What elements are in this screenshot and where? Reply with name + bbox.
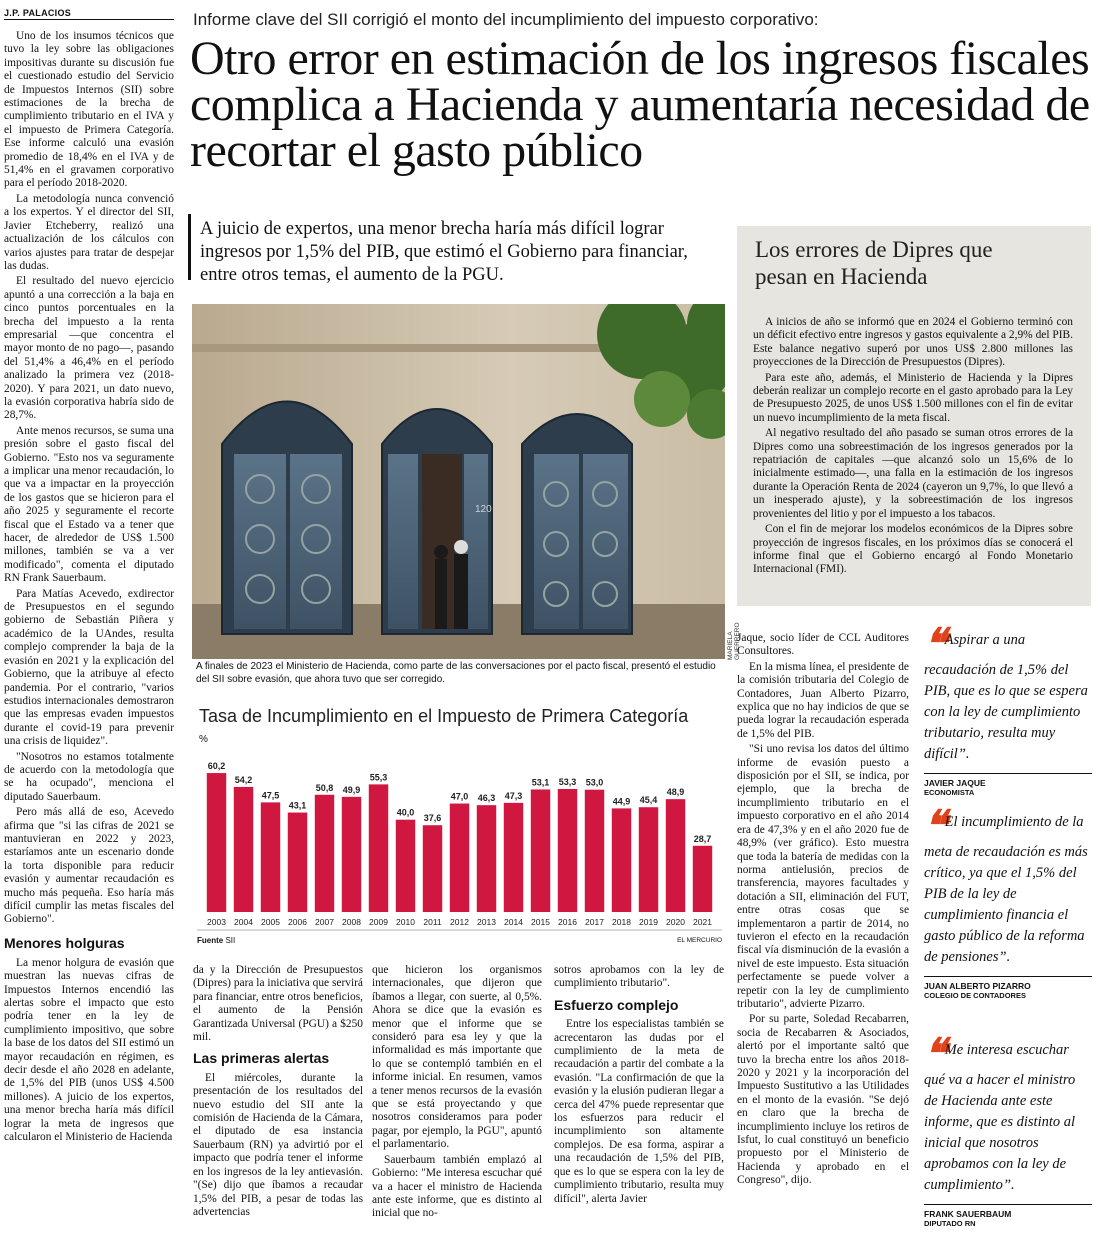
subhead-primeras-alertas: Las primeras alertas: [193, 1050, 330, 1067]
data-label-2004: 54,2: [234, 774, 253, 785]
quote-text-block: ❝ El incumplimiento de la meta de recaudación es más crítico, ya que el 1,5% del PIB de la ley de cumplimiento financia el gasto público de la reforma de pensiones”.: [924, 804, 1088, 965]
data-label-2015: 53,1: [531, 777, 550, 788]
deck: A juicio de expertos, una menor brecha haría más difícil lograr ingresos por 1,5% del PIB, que estimó el Gobierno para financiar, entre otros temas, el aumento de la PGU.: [200, 219, 688, 285]
x-tick-2011: 2011: [423, 917, 442, 927]
data-label-2010: 40,0: [396, 807, 415, 818]
col5-text: [737, 632, 909, 1188]
data-label-2006: 43,1: [288, 800, 307, 811]
bar-2009: [369, 784, 388, 912]
deck-rule: [188, 214, 191, 280]
data-label-2017: 53,0: [585, 777, 604, 788]
quote-name: FRANK SAUERBAUM: [924, 1209, 1012, 1219]
headline: Otro error en estimación de los ingresos fiscales complica a Hacienda y aumentaría necesidad de recortar el gasto público: [190, 32, 1090, 177]
data-label-2011: 37,6: [423, 813, 442, 824]
data-label-2008: 49,9: [342, 784, 361, 795]
paragraph: Por su parte, Soledad Recabarren, socia de Recabarren & Asociados, alertó por el importante saltó que tuvo la brecha entre los años 2018-2020 y 2021 y la incorporación del Impuesto Sustitutivo a las Utilidades en el monto de la evasión. "Se dejó en claro que la brecha de incumplimiento incluye los retiros de Isfut, lo cual constituyó un beneficio propuesto por el Ministerio de Hacienda y aprobado en el Congreso", dijo.: [737, 1013, 909, 1187]
quote-role: DIPUTADO RN: [924, 1219, 976, 1228]
col2-text: [193, 964, 363, 1219]
subhead-esfuerzo-complejo: Esfuerzo complejo: [554, 996, 679, 1013]
bar-2017: [585, 790, 604, 912]
paragraph: La menor holgura de evasión que muestran las nuevas cifras de Impuestos Internos encendió las alertas sobre el impacto que esto podría tener en la ley de cumplimiento impositivo, que sobre la base de los datos del SII estimó un mayor recaudación en régimen, es decir desde el año 2028 en adelante, de 1,5% del PIB (unos US$ 4.500 millones). A juicio de los expertos, una menor brecha haría más difícil lograr la meta de ingresos que calcularon el Ministerio de Hacienda: [4, 956, 174, 1144]
paragraph: En la misma línea, el presidente de la comisión tributaria del Colegio de Contadores, Juan Alberto Pizarro, explica que no hay indicios de que se pueda lograr la recaudación esperada de 1,5% del PIB.: [737, 660, 909, 740]
x-tick-2004: 2004: [234, 917, 253, 927]
bar-chart: [193, 704, 726, 950]
x-tick-2010: 2010: [396, 917, 415, 927]
paragraph: El miércoles, durante la presentación de los resultados del nuevo estudio del SII ante la comisión de Hacienda de la Cámara, el diputado de esa instancia Sauerbaum (RN) ya advirtió por el impacto que podría tener el informe en los ingresos de la ley antievasión. "(Se) dijo que íbamos a recaudar 1,5% del PIB, a pesar de todas las advertencias: [193, 1071, 363, 1218]
quote-attribution: [924, 976, 1092, 1000]
bar-2021: [693, 846, 712, 912]
sidebar-box: [737, 226, 1091, 606]
x-tick-2009: 2009: [369, 917, 388, 927]
paragraph: sotros aprobamos con la ley de cumplimiento tributario".: [554, 964, 724, 990]
x-tick-2016: 2016: [558, 917, 577, 927]
chart-source-name: SII: [225, 936, 236, 945]
data-label-2013: 46,3: [477, 793, 496, 804]
pull-quote: [924, 804, 1092, 1000]
photo-credit: MARIELA GUERRERO: [727, 622, 741, 660]
quote-text-block: ❝ Aspirar a una recaudación de 1,5% del PIB, que es lo que se espera con la ley de cumplimiento tributario, resulta muy difícil”.: [924, 622, 1088, 762]
chart: [193, 704, 726, 950]
col3-text: [372, 964, 542, 1221]
paragraph: Ante menos recursos, se suma una presión sobre el gasto fiscal del Gobierno. "Esto nos va seguramente a implicar una menor recaudación, lo que va a impactar en la proyección de los gastos que se hicieron para el año 2025 y seguramente el recorte fiscal que el Estado va a tener que hacer, de alrededor de US$ 1.500 millones, también se va a ver modificado", comenta el diputado RN Frank Sauerbaum.: [4, 424, 174, 585]
data-label-2007: 50,8: [315, 782, 334, 793]
quote-text: Me interesa escuchar qué va a hacer el ministro de Hacienda ante este informe, que es distinto al inicial que nosotros aprobamos con la ley de cumplimiento: [924, 1042, 1076, 1193]
bar-2020: [666, 799, 685, 912]
paragraph: La metodología nunca convenció a los expertos. Y el director del SII, Javier Etcheberry, realizó una actualización de los cálculos con varios ajustes para tratar de despejar las dudas.: [4, 192, 174, 272]
paragraph: Uno de los insumos técnicos que tuvo la ley sobre las obligaciones impositivas durante su discusión fue el cuestionado estudio del Servicio de Impuestos Internos (SII) sobre estimaciones de la brecha de cumplimiento tributario en el IVA y el impuesto de Primera Categoría. Ese informe calculó una evasión promedio de 18,4% en el IVA y de 51,4% en el gravamen corporativo para el período 2018-2020.: [4, 30, 174, 190]
quote-mark-icon: ❝: [924, 1032, 943, 1078]
photo-caption: A finales de 2023 el Ministerio de Hacienda, como parte de las conversaciones por el pacto fiscal, presentó el estudio del SII sobre evasión, que ahora tuvo que ser corregido.: [196, 661, 716, 685]
paragraph: Jaque, socio líder de CCL Auditores Consultores.: [737, 632, 909, 658]
paragraph: Al negativo resultado del año pasado se suman otros errores de la Dipres como una sobreestimación de los ingresos generados por la repatriación de capitales —que alcanzó solo un 15,6% de lo inicialmente estimado—, una falla en la estimación de los ingresos durante la Operación Renta de 2024 (cayeron un 9,7%, lo que llevó a un inesperado ajuste), y la sobreestimación de los ingresos provenientes del litio y por el impuesto a los tabacos.: [753, 427, 1073, 520]
quote-text: Aspirar a una recaudación de 1,5% del PIB, que es lo que se espera con la ley de cumplimiento tributario, resulta muy difícil: [924, 632, 1088, 762]
bar-2011: [423, 825, 442, 912]
paragraph: Para Matías Acevedo, exdirector de Presupuestos en el segundo gobierno de Sebastián Piñera y académico de la UAndes, resulta complejo comprender la baja de la evasión en 2021 y la explicación del Gobierno, que la atribuye al efecto pandemia. Por el contrario, "varios estudios internacionales demostraron que las empresas evaden impuestos durante el covid-19 para prevenir una crisis de liquidez".: [4, 587, 174, 748]
chart-source-label: Fuente: [197, 936, 224, 945]
quote-attribution: [924, 1204, 1092, 1228]
paragraph: que hicieron los organismos internacionales, que dijeron que íbamos a llegar, con suerte, al 0,5%. Ahora se dice que la evasión es menor que el informe que se consideró para esa ley y que la informalidad es más importante que lo que se contempló también en el informe inicial. En resumen, vamos a tener menos recursos de la evasión que se está proyectando y que nosotros consideramos para poder pagar, por ejemplo, la PGU", apuntó el parlamentario.: [372, 964, 542, 1151]
paragraph: Con el fin de mejorar los modelos económicos de la Dipres sobre proyección de ingresos fiscales, en los próximos días se conocerá el informe final que el Gobierno encargó al Fondo Monetario Internacional (FMI).: [753, 523, 1073, 576]
quote-text-block: ❝ Me interesa escuchar qué va a hacer el ministro de Hacienda ante este informe, que es distinto al inicial que nosotros aprobamos con la ley de cumplimiento”.: [924, 1032, 1076, 1193]
x-tick-2006: 2006: [288, 917, 307, 927]
bar-2012: [450, 804, 469, 912]
data-label-2021: 28,7: [693, 833, 712, 844]
x-tick-2005: 2005: [261, 917, 280, 927]
subhead-menores-holguras: Menores holguras: [4, 934, 125, 951]
paragraph: "Nosotros no estamos totalmente de acuerdo con la metodología que se ha ocupado", menciona el diputado Sauerbaum.: [4, 750, 174, 803]
bar-2018: [612, 808, 631, 912]
bar-2004: [234, 787, 253, 912]
pull-quote: [924, 622, 1092, 797]
data-label-2014: 47,3: [504, 790, 523, 801]
bar-2007: [315, 795, 334, 912]
paragraph: "Si uno revisa los datos del último informe de evasión puesto a disposición por el SII, se indica, por ejemplo, que la brecha de incumplimiento tributario en el impuesto corporativo en el año 2014 era de 47,3% y en el año 2020 fue de 48,9% (ver gráfico). Esto muestra que toda la batería de medidas con la norma antielusión, precios de transferencia, mayores facultades y dotación a SII, eliminación del FUT, entre otras cosas que se implementaron a partir de 2014, no tuvieron el efecto en la recaudación fiscal vía disminución de la evasión a nivel de este impuesto. Esta situación perfectamente se puede volver a repetir con la ley de cumplimiento tributario", advierte Pizarro.: [737, 743, 909, 1010]
door-number: 120: [475, 504, 492, 515]
pull-quote: [924, 1032, 1092, 1228]
x-tick-2020: 2020: [666, 917, 685, 927]
left-column: [4, 8, 174, 1145]
x-tick-2015: 2015: [531, 917, 550, 927]
chart-source: [197, 936, 235, 945]
building-photo: [192, 304, 725, 659]
quote-role: COLEGIO DE CONTADORES: [924, 991, 1026, 1000]
x-tick-2019: 2019: [639, 917, 658, 927]
chart-ylabel: %: [199, 734, 208, 745]
paragraph: da y la Dirección de Presupuestos (Dipres) para la iniciativa que servirá para financiar, entre otros beneficios, el aumento de la Pensión Garantizada Universal (PGU) a $250 mil.: [193, 964, 363, 1044]
data-label-2009: 55,3: [369, 772, 388, 783]
photo: [192, 304, 725, 659]
quote-name: JUAN ALBERTO PIZARRO: [924, 981, 1031, 991]
bar-2010: [396, 820, 415, 912]
x-tick-2021: 2021: [693, 917, 712, 927]
data-label-2019: 45,4: [639, 795, 658, 806]
paragraph: Entre los especialistas también se acrecentaron las dudas por el cumplimiento de la meta de recaudación a partir del combate a la evasión. "La confirmación de que la evasión y la elusión pudieran llegar a cerca del 47% puede representar que los esfuerzos para reducir el incumplimiento son altamente complejos. De esa forma, aspirar a una recaudación de 1,5% del PIB, que es lo que se espera con la ley de cumplimiento tributario, resulta muy difícil", alerta Javier: [554, 1018, 724, 1205]
paragraph: El resultado del nuevo ejercicio apuntó a una corrección a la baja en cinco puntos porcentuales en la brecha del impuesto a la renta empresarial —que concentra el mayor monto de no pago—, pasando del 51,4% a 46,4% en el período analizado la primera vez (2018-2020). Y para 2021, un dato nuevo, la evasión corporativa habría sido de 28,7%.: [4, 275, 174, 422]
col1-text: [4, 30, 174, 927]
paragraph: Sauerbaum también emplazó al Gobierno: "Me interesa escuchar qué va a hacer el ministro de Hacienda ante este informe, que es distinto al inicial que no-: [372, 1153, 542, 1220]
data-label-2016: 53,3: [558, 777, 577, 787]
kicker: Informe clave del SII corrigió el monto del incumplimiento del impuesto corporativo:: [193, 10, 819, 29]
data-label-2018: 44,9: [612, 796, 631, 807]
paragraph: Para este año, además, el Ministerio de Hacienda y la Dipres deberán realizar un complejo recorte en el gasto aprobado para la Ley de Presupuesto 2025, de unos US$ 1.500 millones con el fin de evitar un nuevo incumplimiento de la meta fiscal.: [753, 371, 1073, 424]
paragraph: A inicios de año se informó que en 2024 el Gobierno terminó con un déficit efectivo entre ingresos y gastos equivalente a 2,9% del PIB. Este balance negativo superó por unos US$ 2.800 millones las proyecciones de la Dirección de Presupuestos (Dipres).: [753, 316, 1073, 369]
x-tick-2017: 2017: [585, 917, 604, 927]
data-label-2005: 47,5: [261, 790, 280, 801]
x-tick-2018: 2018: [612, 917, 631, 927]
x-tick-2008: 2008: [342, 917, 361, 927]
chart-publisher: EL MERCURIO: [677, 937, 722, 944]
data-label-2020: 48,9: [666, 787, 685, 798]
x-tick-2013: 2013: [477, 917, 496, 927]
quote-name: JAVIER JAQUE: [924, 778, 986, 788]
bar-2005: [261, 802, 280, 912]
col4-text: [554, 964, 724, 1206]
data-label-2003: 60,2: [207, 761, 226, 772]
quote-mark-icon: ❝: [924, 622, 943, 668]
bar-2013: [477, 805, 496, 912]
quote-mark-icon: ❝: [924, 804, 943, 850]
bar-2015: [531, 789, 550, 912]
sidebar-title: Los errores de Dipres que pesan en Hacienda: [755, 237, 993, 289]
bar-2006: [288, 813, 307, 912]
x-tick-2014: 2014: [504, 917, 523, 927]
bar-2003: [207, 773, 226, 912]
x-tick-2012: 2012: [450, 917, 469, 927]
bar-2016: [558, 789, 577, 912]
paragraph: Pero más allá de eso, Acevedo afirma que "si las cifras de 2021 se mantuvieran en 2022 y 2023, estaríamos ante un escenario donde la torta disponible para reducir evasión y aumentar recaudación es mucho más pequeña. Eso haría más difícil cumplir las metas fiscales del Gobierno".: [4, 806, 174, 926]
quote-text: El incumplimiento de la meta de recaudación es más crítico, ya que el 1,5% del PIB de la ley de cumplimiento financia el gasto público de la reforma de pensiones: [924, 814, 1088, 965]
bar-2014: [504, 803, 523, 912]
x-tick-2003: 2003: [207, 917, 226, 927]
sidebar-text: [753, 316, 1073, 577]
col1-text-2: [4, 957, 174, 1145]
x-tick-2007: 2007: [315, 917, 334, 927]
byline: J.P. PALACIOS: [4, 8, 174, 20]
chart-title: Tasa de Incumplimiento en el Impuesto de Primera Categoría: [199, 706, 689, 726]
quote-attribution: [924, 773, 1092, 797]
quote-role: ECONOMISTA: [924, 788, 975, 797]
data-label-2012: 47,0: [450, 791, 469, 802]
bar-2019: [639, 807, 658, 912]
bar-2008: [342, 797, 361, 912]
